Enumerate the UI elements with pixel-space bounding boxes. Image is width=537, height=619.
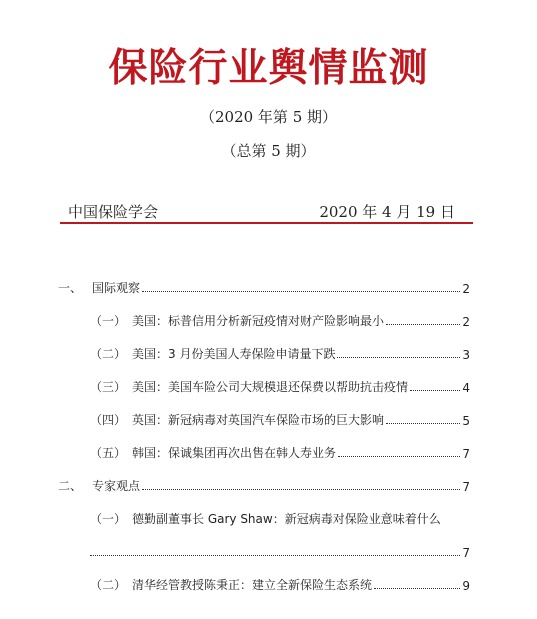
toc-entry-title: 美国：标普信用分析新冠疫情对财产险影响最小 [132, 314, 385, 328]
toc-entry-title: 清华经管教授陈秉正：建立全新保险生态系统 [132, 578, 373, 592]
toc-entry-us-life-applications[interactable] [90, 342, 470, 362]
publish-date: 2020 年 4 月 19 日 [319, 203, 455, 221]
toc-entry-page: 2 [462, 315, 470, 329]
toc-entry-international[interactable] [58, 276, 470, 296]
publisher-name: 中国保险学会 [68, 203, 159, 221]
toc-entry-tsinghua-chen[interactable] [90, 573, 470, 593]
toc-dot-leader [142, 489, 460, 490]
toc-entry-number: 一、 [58, 281, 83, 295]
toc-entry-number: （二） [90, 578, 127, 592]
toc-entry-title: 国际观察 [92, 281, 141, 295]
toc-dot-leader [386, 423, 460, 424]
toc-entry-title: 美国：3 月份美国人寿保险申请量下跌 [132, 347, 336, 361]
toc-entry-page: 7 [462, 546, 470, 560]
toc-entry-number: （一） [90, 512, 127, 526]
toc-dot-leader [337, 357, 460, 358]
toc-dot-leader [90, 555, 460, 556]
toc-entry-us-auto-refunds[interactable] [90, 375, 470, 395]
toc-entry-number: （四） [90, 413, 127, 427]
toc-entry-number: （二） [90, 347, 127, 361]
toc-entry-page: 2 [462, 282, 470, 296]
toc-entry-number: （三） [90, 380, 127, 394]
toc-entry-expert-views[interactable] [58, 474, 470, 494]
toc-entry-page: 4 [462, 381, 470, 395]
toc-entry-korea-prudential[interactable] [90, 441, 470, 461]
issue-number: （2020 年第 5 期） [199, 108, 338, 126]
toc-entry-us-sp-credit[interactable] [90, 309, 470, 329]
toc-entry-title: 英国：新冠病毒对英国汽车保险市场的巨大影响 [132, 413, 385, 427]
toc-entry-title: 德勤副董事长 Gary Shaw：新冠病毒对保险业意味着什么 [132, 512, 441, 526]
toc-dot-leader [142, 291, 460, 292]
toc-dot-leader [338, 456, 460, 457]
toc-dot-leader [410, 390, 460, 391]
toc-entry-deloitte-continuation[interactable] [90, 540, 470, 560]
total-issue-number: （总第 5 期） [221, 142, 316, 160]
toc-entry-deloitte-gary-shaw[interactable] [90, 507, 470, 527]
toc-entry-page: 7 [462, 447, 470, 461]
document-title: 保险行业舆情监测 [108, 45, 429, 91]
toc-entry-page: 7 [462, 480, 470, 494]
toc-dot-leader [386, 324, 460, 325]
toc-entry-title: 专家观点 [92, 479, 141, 493]
toc-entry-page: 3 [462, 348, 470, 362]
toc-entry-page: 9 [462, 579, 470, 593]
toc-entry-number: （五） [90, 446, 127, 460]
toc-entry-page: 5 [462, 414, 470, 428]
toc-entry-number: 二、 [58, 479, 83, 493]
toc-entry-number: （一） [90, 314, 127, 328]
toc-entry-title: 韩国：保诚集团再次出售在韩人寿业务 [132, 446, 337, 460]
toc-dot-leader [374, 588, 460, 589]
publisher-line [60, 200, 473, 224]
toc-entry-uk-auto-market[interactable] [90, 408, 470, 428]
toc-entry-title: 美国：美国车险公司大规模退还保费以帮助抗击疫情 [132, 380, 409, 394]
